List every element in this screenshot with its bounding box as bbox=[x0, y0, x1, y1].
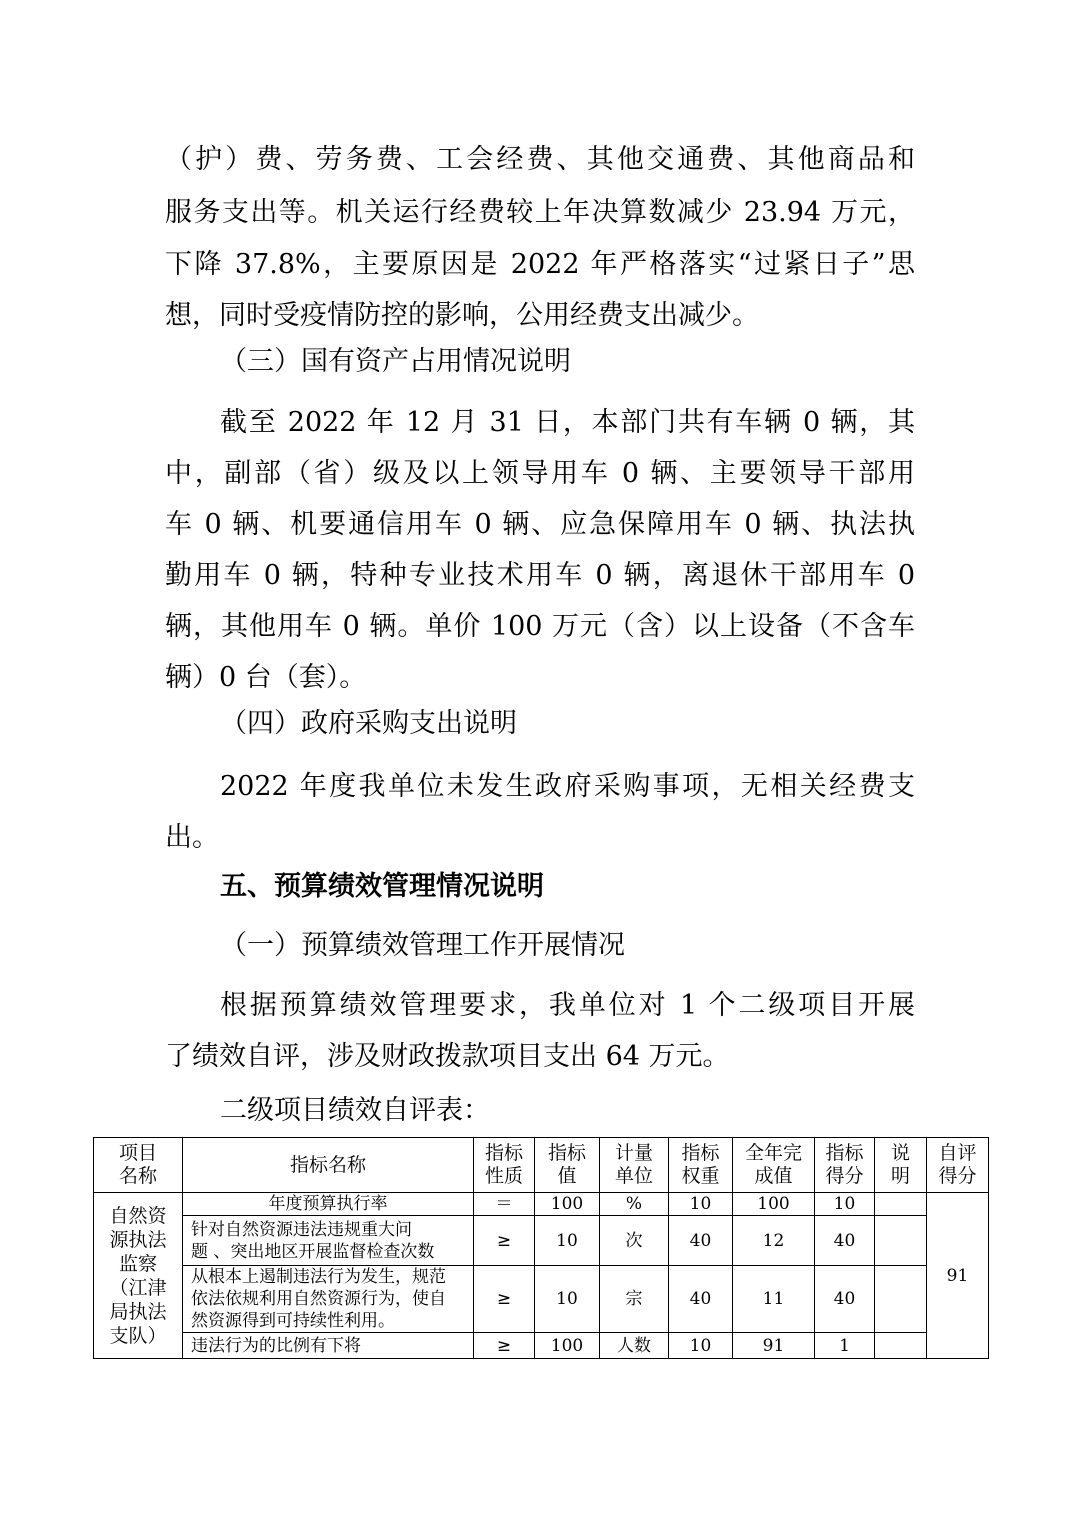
table-header-row bbox=[94, 1138, 989, 1193]
self-score-cell: 91 bbox=[927, 1193, 989, 1359]
self-evaluation-table bbox=[93, 1137, 989, 1359]
paragraph-line: 2022 年度我单位未发生政府采购事项，无相关经费支 bbox=[220, 771, 915, 802]
indicator-actual: 100 bbox=[733, 1193, 815, 1216]
indicator-weight: 40 bbox=[669, 1266, 733, 1333]
header-weight: 指标 权重 bbox=[669, 1138, 733, 1193]
header-actual: 全年完 成值 bbox=[733, 1138, 815, 1193]
indicator-weight: 40 bbox=[669, 1216, 733, 1266]
paragraph-line: 车 0 辆、机要通信用车 0 辆、应急保障用车 0 辆、执法执 bbox=[165, 509, 915, 540]
indicator-note bbox=[875, 1193, 927, 1216]
indicator-weight: 10 bbox=[669, 1333, 733, 1359]
paragraph-line: 中，副部（省）级及以上领导用车 0 辆、主要领导干部用 bbox=[165, 458, 915, 489]
paragraph-line: 出。 bbox=[165, 822, 219, 853]
paragraph-line: 辆）0 台（套）。 bbox=[165, 662, 367, 693]
section-heading-assets: （三）国有资产占用情况说明 bbox=[220, 346, 571, 377]
header-unit: 计量 单位 bbox=[600, 1138, 669, 1193]
indicator-value: 100 bbox=[535, 1333, 600, 1359]
indicator-nature: ≥ bbox=[474, 1216, 535, 1266]
indicator-note bbox=[875, 1333, 927, 1359]
paragraph-line: 根据预算绩效管理要求，我单位对 1 个二级项目开展 bbox=[220, 990, 915, 1021]
header-project: 项目 名称 bbox=[94, 1138, 183, 1193]
project-name-cell: 自然资 源执法 监察 （江津 局执法 支队） bbox=[94, 1193, 183, 1359]
header-nature: 指标 性质 bbox=[474, 1138, 535, 1193]
table-row bbox=[94, 1193, 989, 1216]
indicator-note bbox=[875, 1266, 927, 1333]
indicator-value: 10 bbox=[535, 1266, 600, 1333]
paragraph-line: 服务支出等。机关运行经费较上年决算数减少 23.94 万元， bbox=[165, 197, 915, 228]
indicator-score: 40 bbox=[815, 1216, 875, 1266]
indicator-unit: 次 bbox=[600, 1216, 669, 1266]
section-heading-procurement: （四）政府采购支出说明 bbox=[220, 708, 517, 739]
table-row bbox=[94, 1333, 989, 1359]
table-caption: 二级项目绩效自评表： bbox=[220, 1095, 490, 1126]
header-note: 说 明 bbox=[875, 1138, 927, 1193]
header-score: 指标 得分 bbox=[815, 1138, 875, 1193]
paragraph-line: 想，同时受疫情防控的影响，公用经费支出减少。 bbox=[165, 300, 759, 331]
indicator-score: 40 bbox=[815, 1266, 875, 1333]
indicator-unit: 人数 bbox=[600, 1333, 669, 1359]
indicator-note bbox=[875, 1216, 927, 1266]
indicator-nature: ≥ bbox=[474, 1333, 535, 1359]
indicator-score: 1 bbox=[815, 1333, 875, 1359]
table-row bbox=[94, 1216, 989, 1266]
indicator-name: 年度预算执行率 bbox=[183, 1193, 474, 1216]
table-row bbox=[94, 1266, 989, 1333]
paragraph-line: 截至 2022 年 12 月 31 日，本部门共有车辆 0 辆，其 bbox=[220, 407, 915, 438]
paragraph-line: 辆，其他用车 0 辆。单价 100 万元（含）以上设备（不含车 bbox=[165, 611, 915, 642]
indicator-actual: 91 bbox=[733, 1333, 815, 1359]
indicator-score: 10 bbox=[815, 1193, 875, 1216]
indicator-name: 针对自然资源违法违规重大问 题 、突出地区开展监督检查次数 bbox=[183, 1216, 474, 1266]
indicator-value: 10 bbox=[535, 1216, 600, 1266]
indicator-nature: ＝ bbox=[474, 1193, 535, 1216]
indicator-nature: ≥ bbox=[474, 1266, 535, 1333]
indicator-name: 从根本上遏制违法行为发生，规范 依法依规利用自然资源行为，使自 然资源得到可持续性利用。 bbox=[183, 1266, 474, 1333]
indicator-weight: 10 bbox=[669, 1193, 733, 1216]
header-indicator-name: 指标名称 bbox=[183, 1138, 474, 1193]
paragraph-line: （护）费、劳务费、工会经费、其他交通费、其他商品和 bbox=[165, 144, 915, 175]
indicator-unit: % bbox=[600, 1193, 669, 1216]
paragraph-line: 下降 37.8%，主要原因是 2022 年严格落实“过紧日子”思 bbox=[165, 249, 915, 280]
indicator-unit: 宗 bbox=[600, 1266, 669, 1333]
indicator-value: 100 bbox=[535, 1193, 600, 1216]
paragraph-line: 了绩效自评，涉及财政拨款项目支出 64 万元。 bbox=[165, 1041, 730, 1072]
header-value: 指标 值 bbox=[535, 1138, 600, 1193]
subsection-heading-performance-work: （一）预算绩效管理工作开展情况 bbox=[220, 930, 625, 961]
indicator-name: 违法行为的比例有下将 bbox=[183, 1333, 474, 1359]
indicator-actual: 12 bbox=[733, 1216, 815, 1266]
indicator-actual: 11 bbox=[733, 1266, 815, 1333]
paragraph-line: 勤用车 0 辆，特种专业技术用车 0 辆，离退休干部用车 0 bbox=[165, 560, 915, 591]
header-self-score: 自评 得分 bbox=[927, 1138, 989, 1193]
section-heading-performance: 五、预算绩效管理情况说明 bbox=[220, 871, 544, 902]
